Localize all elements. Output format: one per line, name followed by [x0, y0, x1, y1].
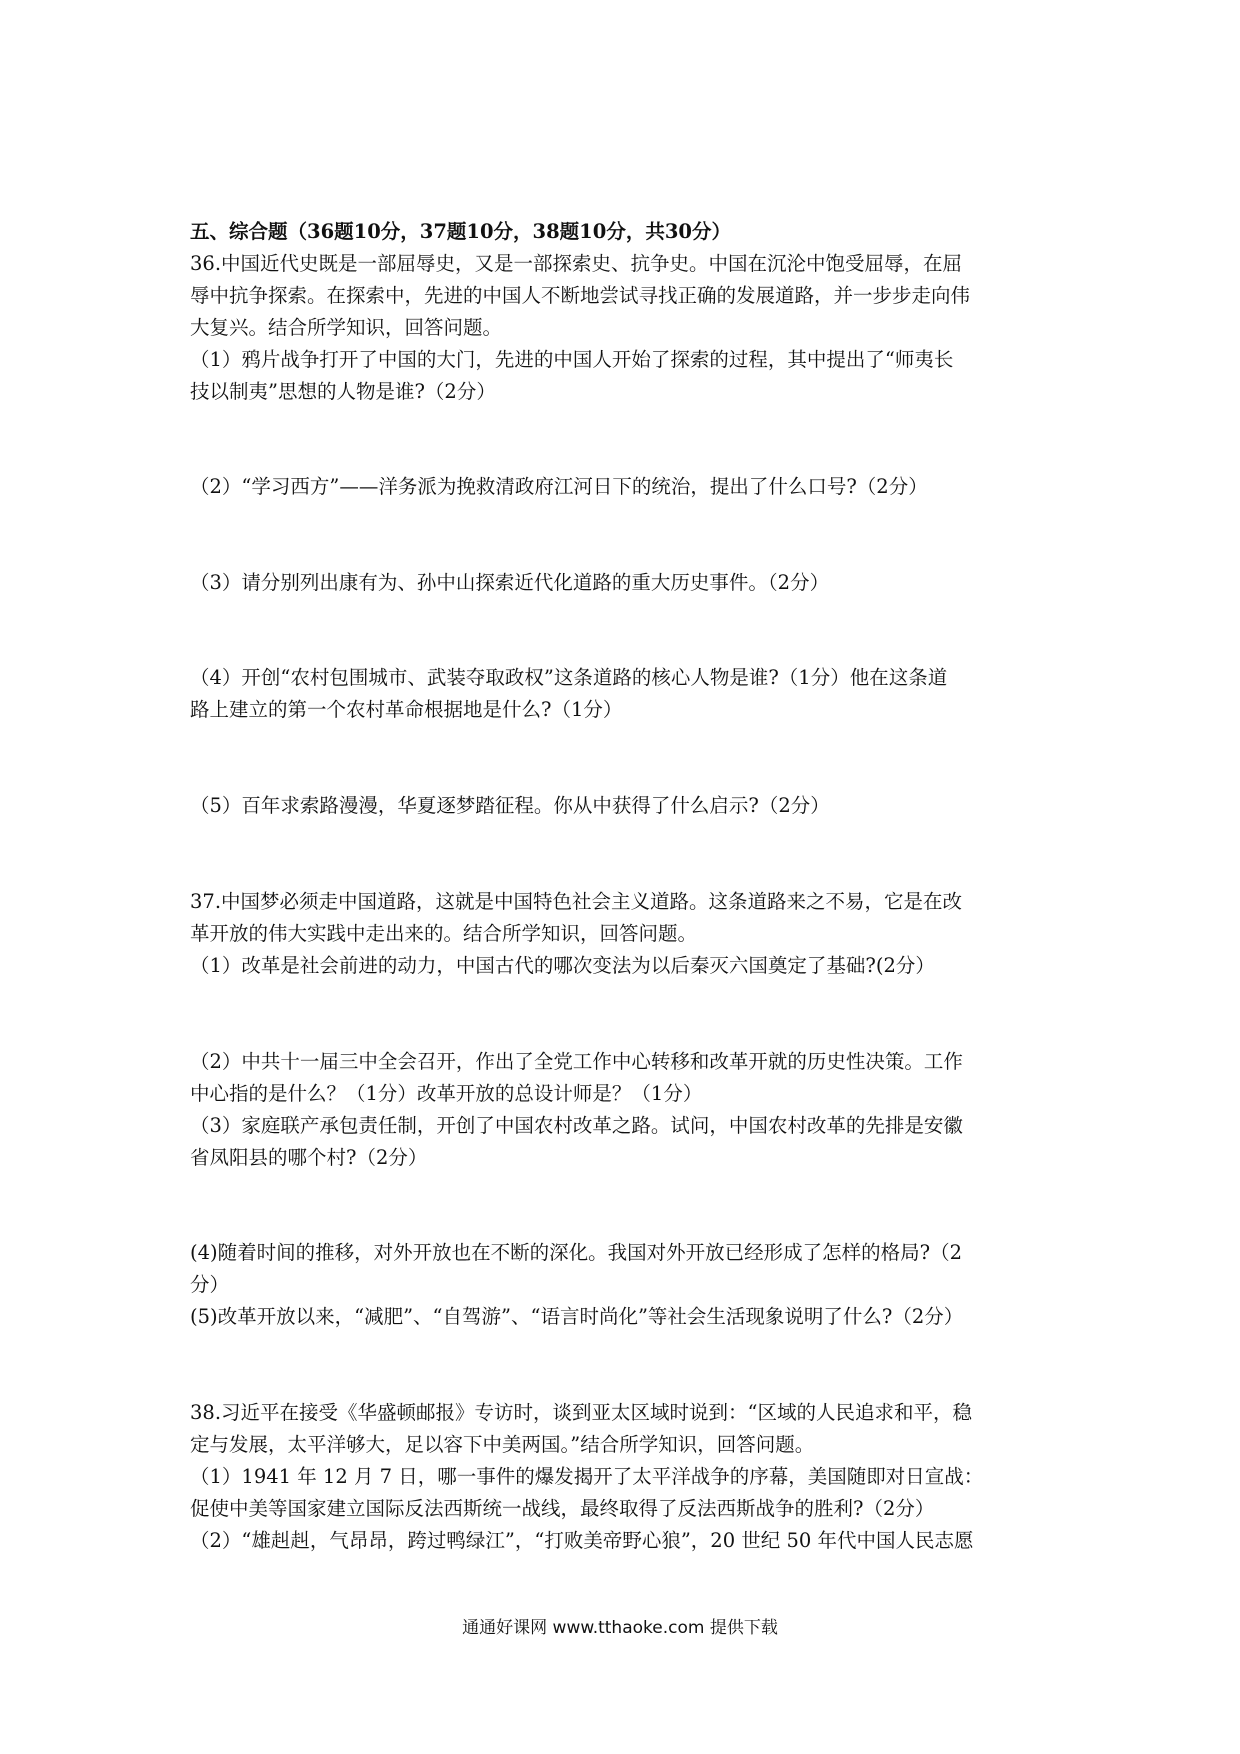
q36-part-1: （1）鸦片战争打开了中国的大门，先进的中国人开始了探索的过程，其中提出了“师夷长 — [190, 348, 954, 371]
answer-space — [190, 726, 1060, 790]
q38-part-1: 促使中美等国家建立国际反法西斯统一战线，最终取得了反法西斯战争的胜利?（2分） — [190, 1497, 935, 1520]
answer-space — [190, 822, 1060, 886]
q37-part-4: 分） — [190, 1273, 230, 1296]
q37-part-4: (4)随着时间的推移，对外开放也在不断的深化。我国对外开放已经形成了怎样的格局?（2 — [190, 1241, 962, 1264]
q38-stem-line: 38.习近平在接受《华盛顿邮报》专访时，谈到亚太区域时说到：“区域的人民追求和平，稳 — [190, 1401, 972, 1424]
answer-space — [190, 408, 1060, 471]
q37-stem-line: 37.中国梦必须走中国道路，这就是中国特色社会主义道路。这条道路来之不易，它是在改 — [190, 890, 963, 913]
question-38 — [190, 1397, 1060, 1557]
question-36 — [190, 248, 1060, 822]
q37-part-3: 省凤阳县的哪个村?（2分） — [190, 1146, 428, 1169]
q37-part-3: （3）家庭联产承包责任制，开创了中国农村改革之路。试问，中国农村改革的先排是安徽 — [190, 1114, 963, 1137]
q36-part-1: 技以制夷”思想的人物是谁?（2分） — [190, 380, 496, 403]
section-heading: 五、综合题（36题10分，37题10分，38题10分，共30分） — [190, 220, 731, 243]
answer-space — [190, 599, 1060, 662]
q36-part-3: （3）请分别列出康有为、孙中山探索近代化道路的重大历史事件。（2分） — [190, 571, 830, 594]
page-footer: 通通好课网 www.tthaoke.com 提供下载 — [462, 1618, 778, 1638]
exam-content — [190, 216, 1060, 1557]
q37-part-2: 中心指的是什么？（1分）改革开放的总设计师是？（1分） — [190, 1082, 703, 1105]
q36-part-4: （4）开创“农村包围城市、武装夺取政权”这条道路的核心人物是谁?（1分）他在这条道 — [190, 666, 948, 689]
q37-part-2: （2）中共十一届三中全会召开，作出了全党工作中心转移和改革开就的历史性决策。工作 — [190, 1050, 963, 1073]
q36-part-5: （5）百年求索路漫漫，华夏逐梦踏征程。你从中获得了什么启示?（2分） — [190, 794, 830, 817]
q36-part-4: 路上建立的第一个农村革命根据地是什么?（1分） — [190, 698, 623, 721]
q36-stem-line: 36.中国近代史既是一部屈辱史，又是一部探索史、抗争史。中国在沉沦中饱受屈辱，在屈 — [190, 252, 963, 275]
answer-space — [190, 982, 1060, 1046]
q38-part-2: （2）“雄赳赳，气昂昂，跨过鸭绿江”，“打败美帝野心狼”，20 世纪 50 年代中国人民志愿 — [190, 1529, 974, 1552]
q38-part-1: （1）1941 年 12 月 7 日，哪一事件的爆发揭开了太平洋战争的序幕，美国随即对日宣战： — [190, 1465, 984, 1488]
q36-stem-line: 辱中抗争探索。在探索中，先进的中国人不断地尝试寻找正确的发展道路，并一步步走向伟 — [190, 284, 971, 307]
q36-stem-line: 大复兴。结合所学知识，回答问题。 — [190, 316, 503, 339]
answer-space — [190, 1174, 1060, 1237]
q37-part-5: (5)改革开放以来，“减肥”、“自驾游”、“语言时尚化”等社会生活现象说明了什么?（2分） — [190, 1305, 964, 1328]
q37-stem-line: 革开放的伟大实践中走出来的。结合所学知识，回答问题。 — [190, 922, 698, 945]
answer-space — [190, 1333, 1060, 1397]
q38-stem-line: 定与发展，太平洋够大，足以容下中美两国。”结合所学知识，回答问题。 — [190, 1433, 815, 1456]
q37-part-1: （1）改革是社会前进的动力，中国古代的哪次变法为以后秦灭六国奠定了基础?(2分） — [190, 954, 935, 977]
question-37 — [190, 886, 1060, 1333]
answer-space — [190, 503, 1060, 567]
q36-part-2: （2）“学习西方”——洋务派为挽救清政府江河日下的统治，提出了什么口号?（2分） — [190, 475, 928, 498]
